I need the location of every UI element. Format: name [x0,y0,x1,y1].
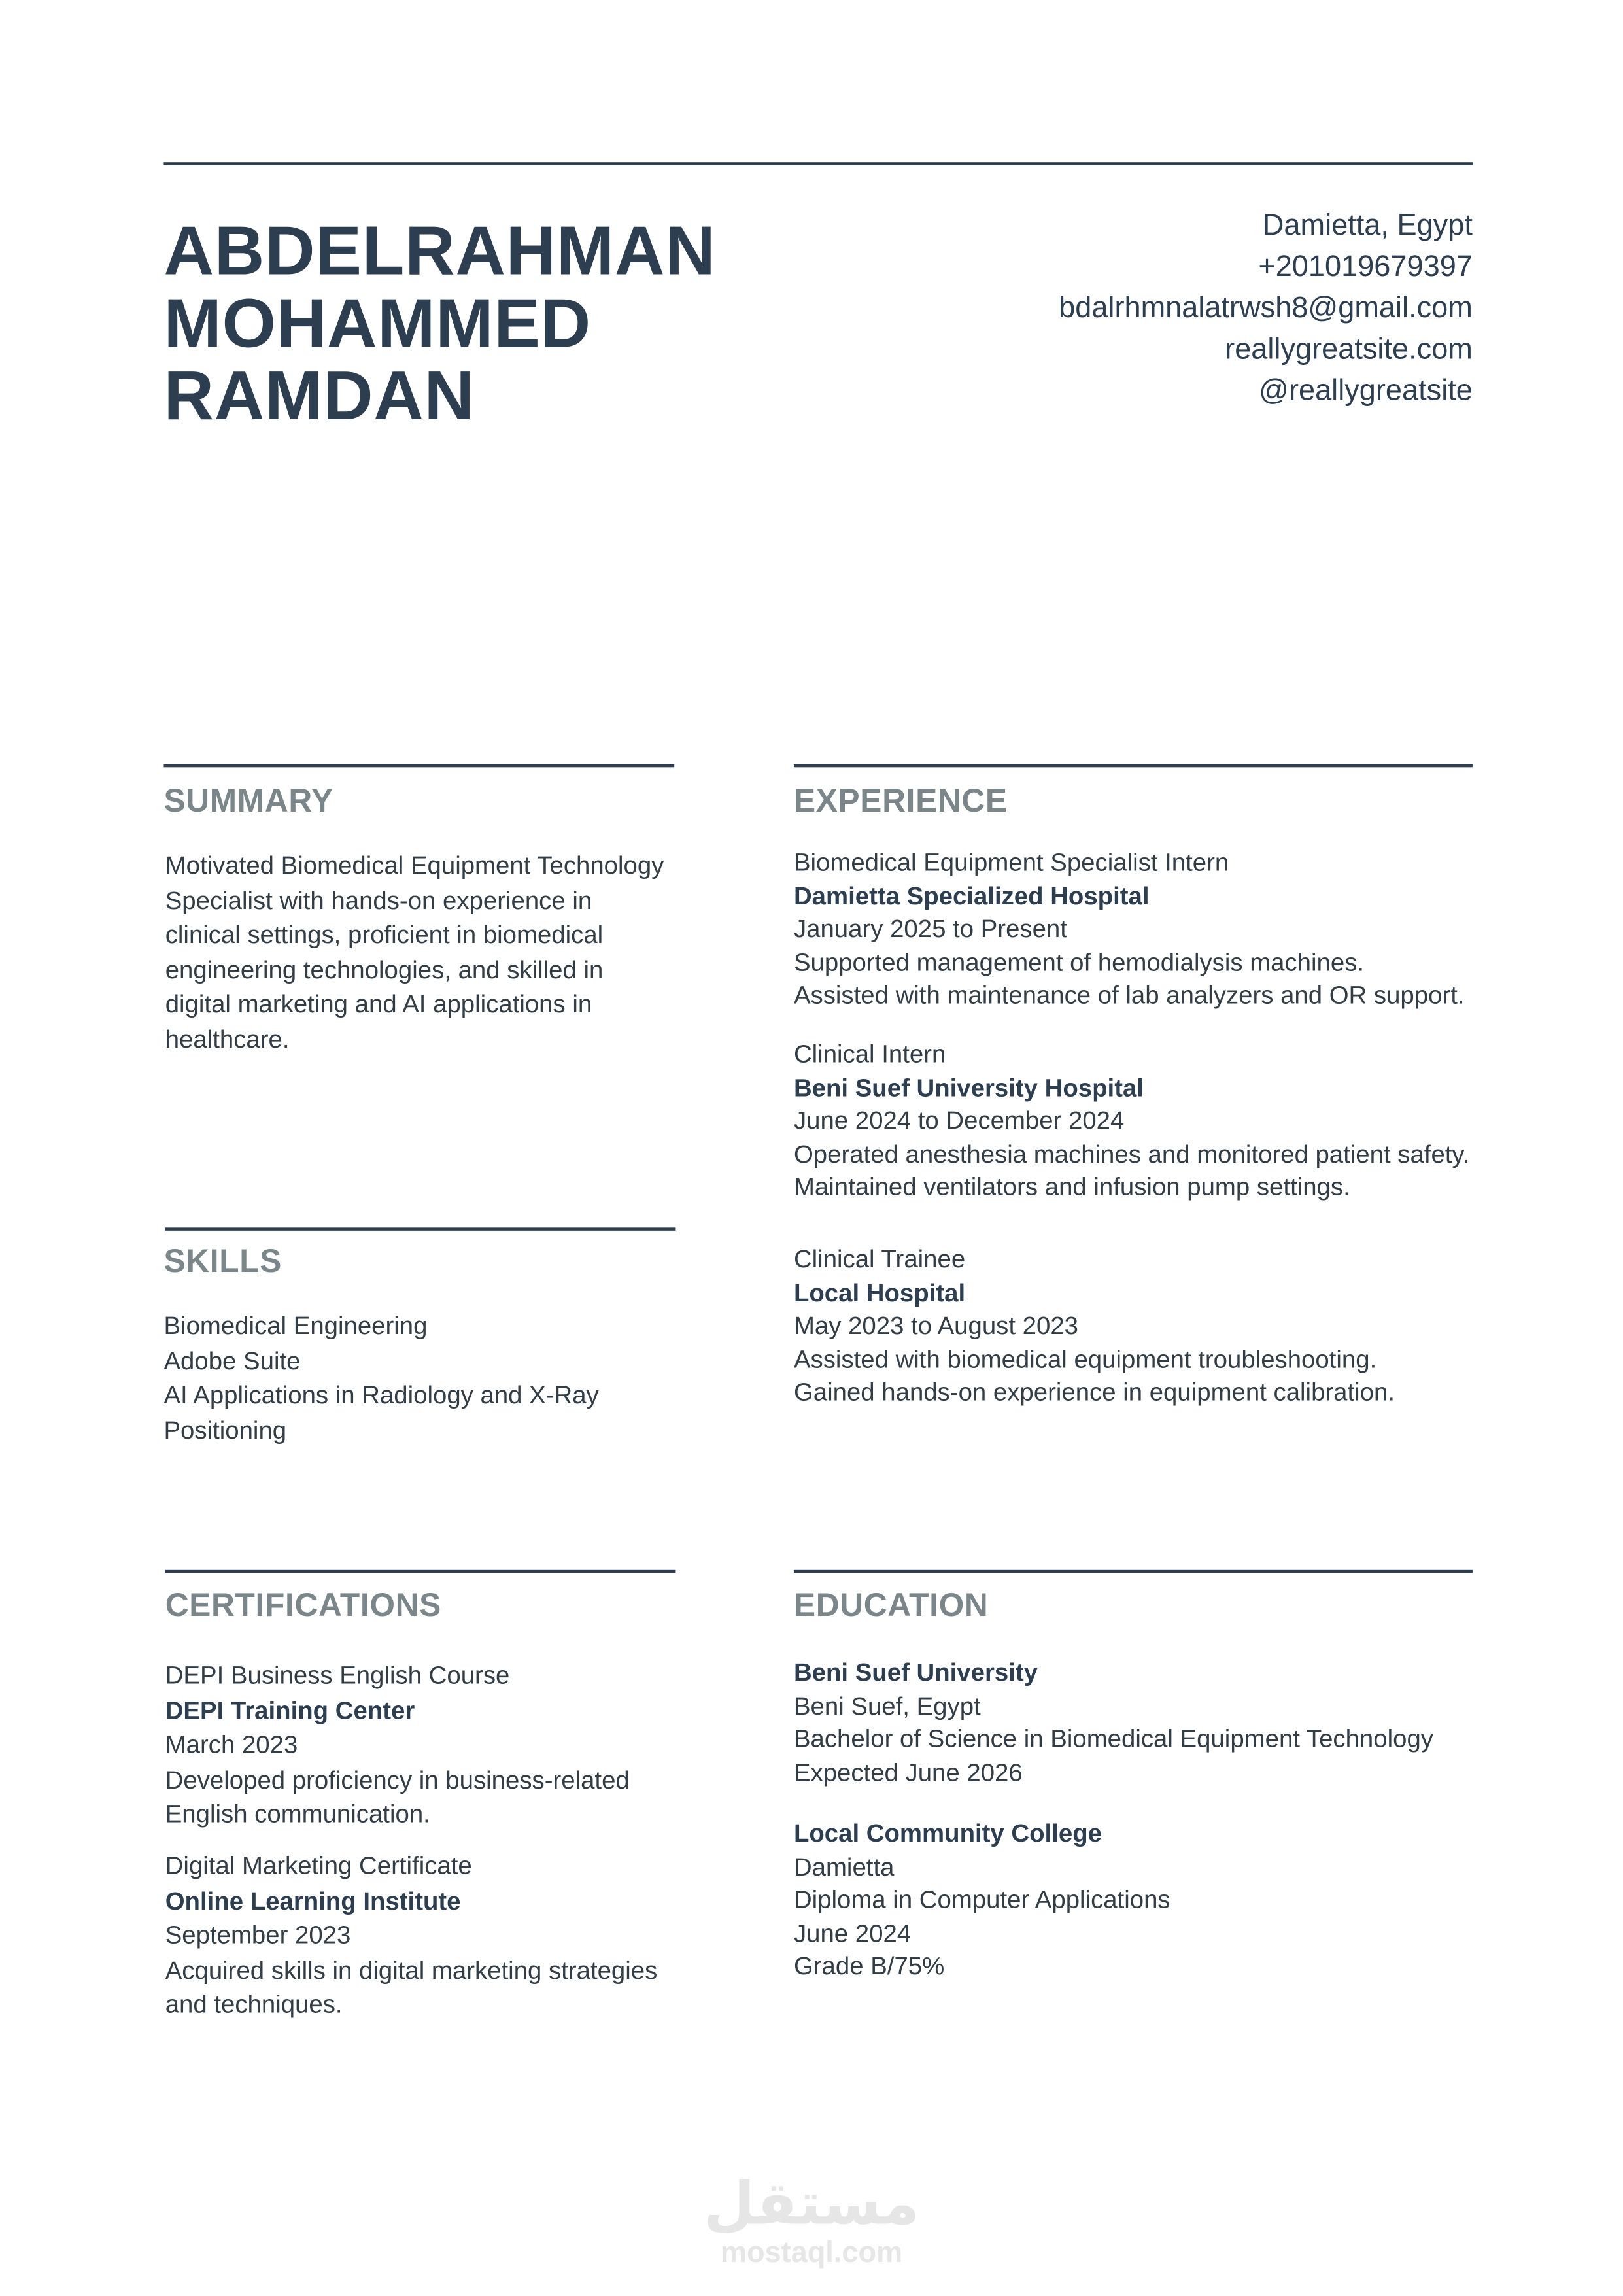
summary-heading: SUMMARY [163,781,333,819]
job-title: Clinical Trainee [793,1245,966,1274]
skill-item: AI Applications in Radiology and X-Ray [163,1380,599,1409]
summary-line: Specialist with hands-on experience in [165,885,592,914]
certification-date: March 2023 [165,1730,298,1759]
certification-detail: Acquired skills in digital marketing strategies [165,1955,658,1984]
employer: Local Hospital [793,1278,966,1307]
education-detail: Damietta [793,1853,895,1881]
education-detail: Diploma in Computer Applications [793,1886,1170,1914]
skills-heading: SKILLS [163,1242,282,1280]
summary-text [165,848,664,1056]
education-detail: June 2024 [793,1919,912,1947]
email: bdalrhmnalatrwsh8@gmail.com [1059,292,1473,325]
summary-line: clinical settings, proficient in biomedical [165,920,604,949]
education-detail: Bachelor of Science in Biomedical Equipment Technology [793,1725,1433,1754]
education-entry [794,1657,1433,1791]
skill-item: Biomedical Engineering [163,1311,428,1340]
summary-line: Motivated Biomedical Equipment Technology [165,851,664,880]
summary-line: engineering technologies, and skilled in [165,955,604,984]
experience-heading: EXPERIENCE [793,781,1008,819]
certification-detail: Developed proficiency in business-related [165,1765,630,1794]
certification-name: DEPI Business English Course [165,1661,510,1690]
education-detail: Beni Suef, Egypt [793,1692,981,1721]
certification-entry [165,1849,658,2022]
certification-issuer: Online Learning Institute [165,1886,461,1915]
location: Damietta, Egypt [1262,209,1473,243]
experience-entry [794,1244,1395,1411]
certification-issuer: DEPI Training Center [165,1696,415,1724]
education-divider [794,1570,1473,1573]
contact-info [1059,205,1473,412]
job-dates: June 2024 to December 2024 [793,1106,1125,1135]
name-line: RAMDAN [163,355,475,434]
summary-line: digital marketing and AI applications in [165,990,592,1018]
certification-detail: English communication. [165,1800,430,1828]
certification-detail: and techniques. [165,1990,343,2019]
job-title: Biomedical Equipment Specialist Intern [793,848,1229,877]
job-detail: Assisted with maintenance of lab analyzers and OR support. [793,982,1465,1010]
experience-entry [794,1039,1470,1206]
experience-divider [794,764,1473,768]
name-line: ABDELRAHMAN [163,211,716,290]
phone: +201019679397 [1258,250,1473,284]
education-heading: EDUCATION [793,1586,989,1624]
school-name: Beni Suef University [793,1658,1038,1687]
certifications-heading: CERTIFICATIONS [165,1586,441,1624]
job-detail: Gained hands-on experience in equipment calibration. [793,1379,1395,1407]
watermark-url: mostaql.com [720,2236,903,2270]
skill-item: Adobe Suite [163,1346,301,1375]
school-name: Local Community College [793,1819,1102,1848]
job-detail: Assisted with biomedical equipment troubleshooting. [793,1345,1377,1374]
social-handle: @reallygreatsite [1259,375,1473,407]
job-detail: Supported management of hemodialysis machines. [793,948,1365,977]
skills-divider [165,1227,676,1231]
job-dates: May 2023 to August 2023 [793,1312,1079,1341]
name-line: MOHAMMED [163,283,591,362]
education-detail: Expected June 2026 [793,1758,1023,1787]
summary-line: healthcare. [165,1025,290,1053]
job-detail: Operated anesthesia machines and monitored patient safety. [793,1140,1470,1169]
certification-date: September 2023 [165,1921,351,1949]
education-entry [794,1818,1170,1985]
full-name [163,211,716,434]
job-detail: Maintained ventilators and infusion pump settings. [793,1173,1350,1202]
experience-entry [794,847,1465,1014]
employer: Damietta Specialized Hospital [793,882,1150,910]
job-dates: January 2025 to Present [793,915,1067,944]
certification-entry [165,1658,630,1832]
top-divider [163,162,1472,165]
mostaql-watermark [0,2172,1623,2269]
certification-name: Digital Marketing Certificate [165,1851,472,1880]
skill-item: Positioning [163,1416,287,1444]
certifications-divider [165,1570,676,1573]
education-detail: Grade B/75% [793,1953,945,1981]
website: reallygreatsite.com [1225,333,1473,366]
employer: Beni Suef University Hospital [793,1073,1144,1102]
job-title: Clinical Intern [793,1040,946,1069]
summary-divider [163,764,674,768]
skills-list [163,1309,598,1447]
watermark-arabic-logo: مستقل [703,2170,920,2238]
